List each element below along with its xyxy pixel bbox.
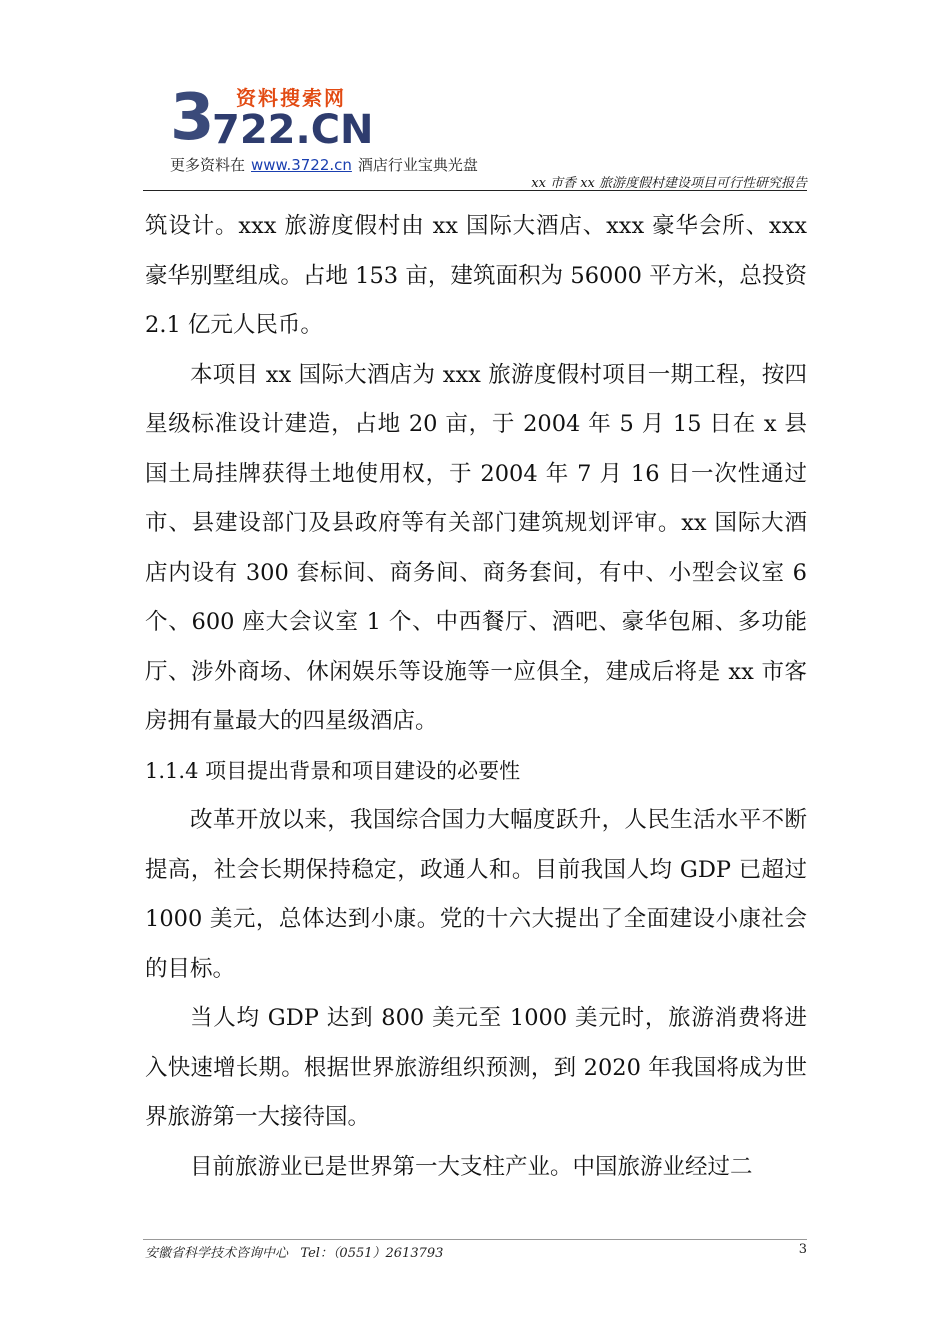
footer-info	[145, 1242, 443, 1261]
footer-tel: Tel：（0551）2613793	[300, 1246, 444, 1261]
document-title: xx 市香 xx 旅游度假村建设项目可行性研究报告	[531, 176, 807, 191]
section-heading: 1.1.4 项目提出背景和项目建设的必要性	[145, 758, 521, 783]
logo-domain: 722.CN	[212, 107, 374, 153]
paragraph-5: 目前旅游业已是世界第一大支柱产业。中国旅游业经过二	[190, 1153, 753, 1180]
page-number: 3	[798, 1242, 807, 1257]
tagline-link[interactable]: www.3722.cn	[251, 156, 352, 174]
tagline-prefix: 更多资料在	[170, 156, 246, 174]
logo-tagline	[170, 154, 478, 175]
header-divider	[143, 190, 807, 191]
paragraph-3: 改革开放以来，我国综合国力大幅度跃升，人民生活水平不断提高，社会长期保持稳定，政通人和。目前我国人均 GDP 已超过 1000 美元，总体达到小康。党的十六大提出了全面建设小康社会的目标。	[145, 807, 807, 982]
footer-organization: 安徽省科学技术咨询中心	[145, 1246, 289, 1261]
paragraph-2: 本项目 xx 国际大酒店为 xxx 旅游度假村项目一期工程，按四星级标准设计建造，占地 20 亩，于 2004 年 5 月 15 日在 x 县国土局挂牌获得土地使用权，于 2004 年 7 月 16 日一次性通过市、县建设部门及县政府等有关部门建筑规划评审。xx 国际大酒店内设有 300 套标间、商务间、商务套间，有中、小型会议室 6 个、600 座大会议室 1 个、中西餐厅、酒吧、豪华包厢、多功能厅、涉外商场、休闲娱乐等设施等一应俱全，建成后将是 xx 市客房拥有量最大的四星级酒店。	[145, 361, 807, 734]
paragraph-4: 当人均 GDP 达到 800 美元至 1000 美元时，旅游消费将进入快速增长期。根据世界旅游组织预测，到 2020 年我国将成为世界旅游第一大接待国。	[145, 1005, 807, 1130]
page-body	[145, 202, 807, 1192]
logo-cn-name: 资料搜索网	[236, 86, 346, 110]
paragraph-1: 筑设计。xxx 旅游度假村由 xx 国际大酒店、xxx 豪华会所、xxx 豪华别墅组成。占地 153 亩，建筑面积为 56000 平方米，总投资 2.1 亿元人民币。	[145, 213, 807, 338]
footer-divider	[143, 1239, 807, 1240]
logo-digit: 3	[170, 81, 213, 155]
tagline-suffix: 酒店行业宝典光盘	[357, 156, 478, 174]
site-logo	[170, 80, 510, 180]
